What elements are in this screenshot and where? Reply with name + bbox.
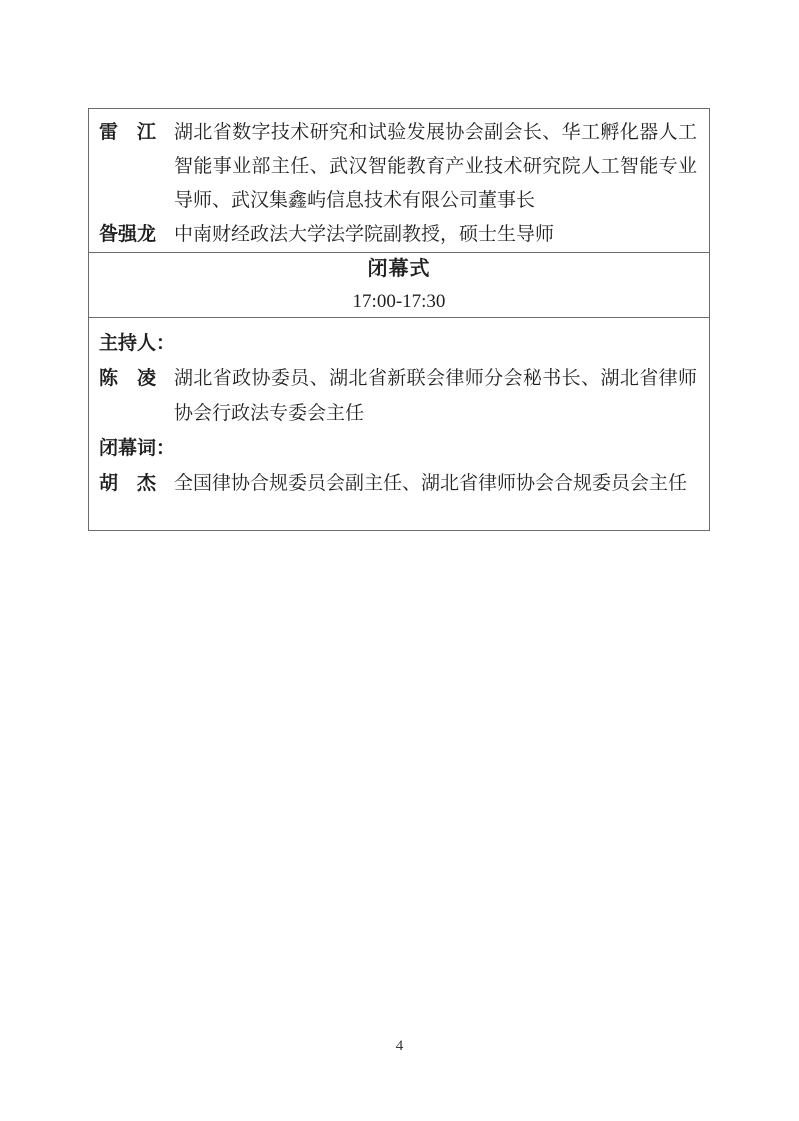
host-entry xyxy=(89,361,709,431)
speaker-entry xyxy=(89,218,709,252)
session-time: 17:00-17:30 xyxy=(352,291,446,312)
closing-remarks-label: 闭幕词： xyxy=(99,438,176,459)
table-row-guests xyxy=(89,109,709,253)
speaker-name: 胡 杰 xyxy=(99,473,157,494)
table-row-session-detail xyxy=(89,318,709,529)
speaker-description: 中南财经政法大学法学院副教授，硕士生导师 xyxy=(174,224,555,245)
speaker-description: 全国律协合规委员会副主任、湖北省律师协会合规委员会主任 xyxy=(174,473,688,494)
speaker-entry xyxy=(89,116,709,218)
schedule-table xyxy=(88,108,710,531)
speaker-name: 陈 凌 xyxy=(99,368,157,389)
closing-speaker-entry xyxy=(89,466,709,501)
speaker-description: 湖北省数字技术研究和试验发展协会副会长、华工孵化器人工智能事业部主任、武汉智能教育产业技术研究院人工智能专业导师、武汉集鑫屿信息技术有限公司董事长 xyxy=(174,122,697,211)
page-number: 4 xyxy=(395,1038,404,1054)
table-row-session-header xyxy=(89,253,709,318)
speaker-description: 湖北省政协委员、湖北省新联会律师分会秘书长、湖北省律师协会行政法专委会主任 xyxy=(174,368,697,424)
host-label: 主持人： xyxy=(99,333,176,354)
speaker-name: 雷 江 xyxy=(99,122,157,143)
speaker-name: 昝强龙 xyxy=(99,224,157,245)
session-title: 闭幕式 xyxy=(367,258,431,280)
